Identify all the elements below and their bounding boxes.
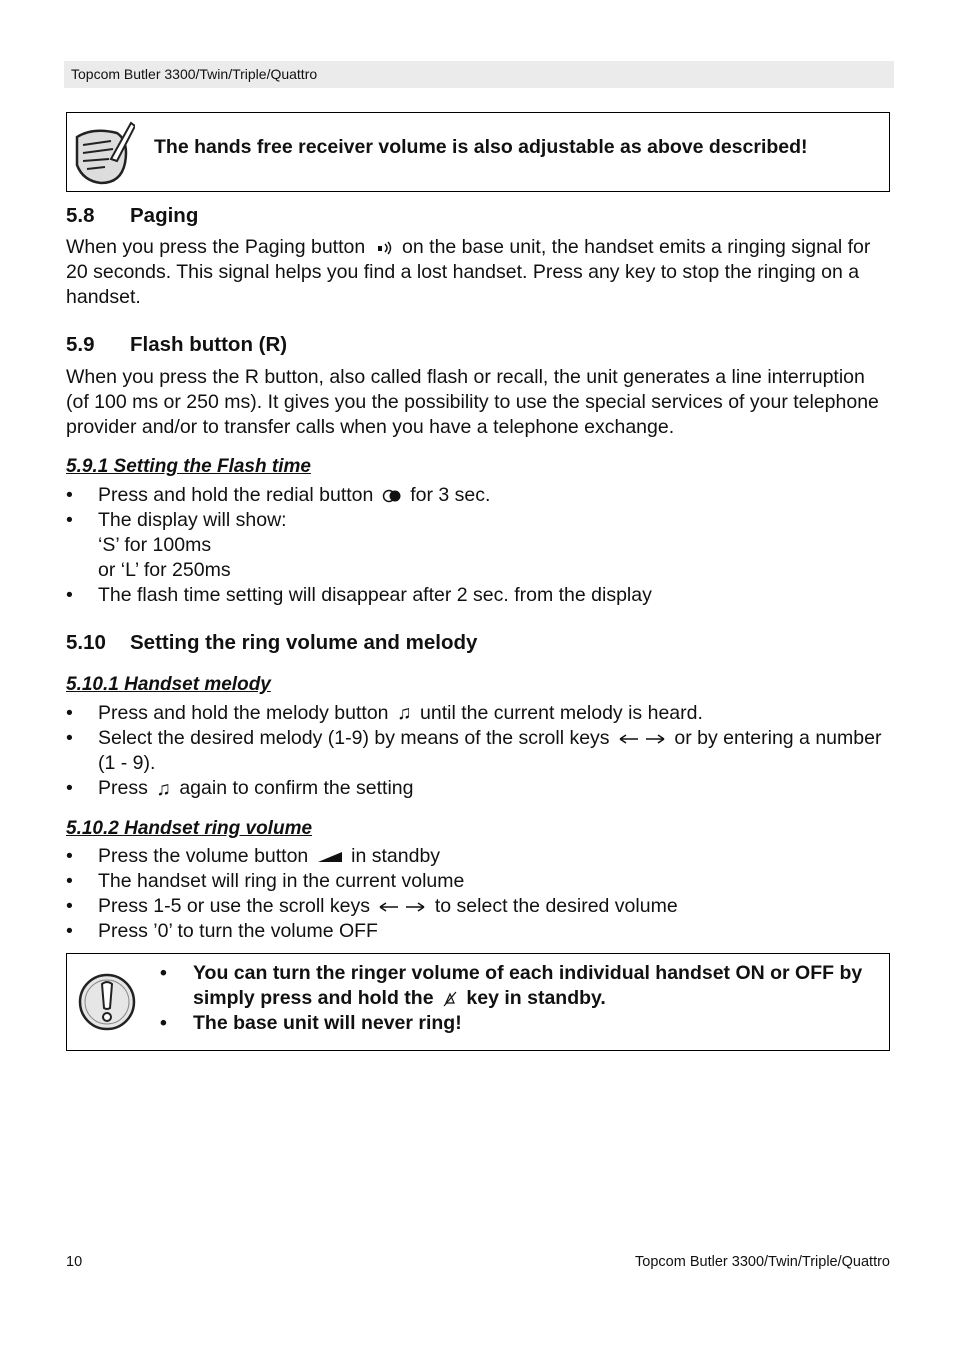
paging-icon — [374, 240, 394, 256]
ring-volume-list — [66, 844, 892, 944]
section-title: Flash button (R) — [130, 333, 288, 356]
item-text: Press the volume button — [98, 845, 309, 867]
item-text: key in standby. — [466, 987, 606, 1009]
item-text: for 3 sec. — [410, 484, 491, 506]
music-note-icon: ♫ — [156, 777, 171, 800]
list-item — [66, 776, 892, 801]
list-item — [66, 483, 892, 508]
list-item: • Press ’0’ to turn the volume OFF — [66, 919, 892, 944]
item-text: until the current melody is heard. — [420, 702, 703, 724]
subsection-heading-5-10-1: 5.10.1 Handset melody — [66, 674, 271, 695]
flash-paragraph: When you press the R button, also called flash or recall, the unit generates a line interruption (of 100 ms or 250 ms). It gives you the possibility to use the special services of your telephone provider and/or to transfer calls when you have a telephone exchange. — [66, 366, 879, 438]
item-text: in standby — [351, 845, 441, 867]
flash-time-list — [66, 483, 892, 608]
note-box — [66, 112, 890, 192]
item-text: or ‘L’ for 250ms — [98, 559, 231, 581]
note-text: The hands free receiver volume is also adjustable as above described! — [154, 136, 808, 158]
music-note-icon: ♫ — [396, 702, 412, 725]
section-heading-5-8 — [66, 204, 198, 228]
list-item: • The flash time setting will disappear after 2 sec. from the display — [66, 583, 892, 608]
section-number: 5.9 — [66, 333, 95, 356]
header-title: Topcom Butler 3300/Twin/Triple/Quattro — [71, 66, 318, 82]
ringer-off-icon — [442, 991, 458, 1007]
subsection-heading-5-9-1: 5.9.1 Setting the Flash time — [66, 456, 311, 477]
warning-list — [160, 961, 880, 1036]
item-text: Select the desired melody (1-9) by means of the scroll keys — [98, 727, 610, 750]
list-item — [160, 961, 880, 1011]
section-number: 5.10 — [66, 631, 106, 654]
volume-ramp-icon — [317, 851, 343, 863]
list-item: • The base unit will never ring! — [160, 1011, 880, 1036]
scroll-arrows-icon — [378, 901, 426, 913]
section-title: Paging — [130, 204, 199, 227]
item-text: The display will show: — [98, 509, 287, 531]
exclamation-icon — [77, 972, 137, 1032]
warning-box — [66, 953, 890, 1051]
item-text: to select the desired volume — [434, 895, 678, 917]
list-item: • The handset will ring in the current volume — [66, 869, 892, 894]
list-item — [66, 726, 892, 776]
item-text: Press 1-5 or use the scroll keys — [98, 895, 371, 917]
page-number: 10 — [66, 1254, 83, 1270]
item-text: ‘S’ for 100ms — [98, 534, 212, 556]
section-number: 5.8 — [66, 204, 95, 227]
item-text: Press and hold the melody button — [98, 702, 389, 724]
scroll-arrows-icon — [618, 733, 666, 745]
item-text: Press and hold the redial button — [98, 484, 374, 506]
page-header — [64, 61, 894, 88]
list-item — [66, 701, 892, 726]
paging-paragraph — [66, 235, 892, 310]
list-item — [66, 894, 892, 919]
section-heading-5-10 — [66, 631, 477, 655]
item-text: again to confirm the setting — [179, 777, 414, 800]
list-item — [66, 508, 892, 583]
paging-text-after: on the base unit, the handset emits a ringing signal for 20 seconds. This signal helps you find a lost handset. Press any key to stop the ringing on a handset. — [66, 236, 871, 308]
list-item — [66, 844, 892, 869]
redial-icon — [382, 489, 402, 503]
item-text: or by entering a number (1 - 9). — [98, 727, 882, 775]
note-hand-icon — [71, 119, 135, 187]
handset-melody-list — [66, 701, 892, 802]
item-text: You can turn the ringer volume of each individual handset ON or OFF by simply press and hold the — [193, 962, 863, 1009]
footer-title: Topcom Butler 3300/Twin/Triple/Quattro — [635, 1254, 890, 1270]
section-title: Setting the ring volume and melody — [130, 631, 478, 654]
item-text: Press — [98, 777, 148, 800]
section-heading-5-9 — [66, 333, 287, 357]
paging-text-before: When you press the Paging button — [66, 236, 366, 258]
subsection-heading-5-10-2: 5.10.2 Handset ring volume — [66, 818, 313, 839]
